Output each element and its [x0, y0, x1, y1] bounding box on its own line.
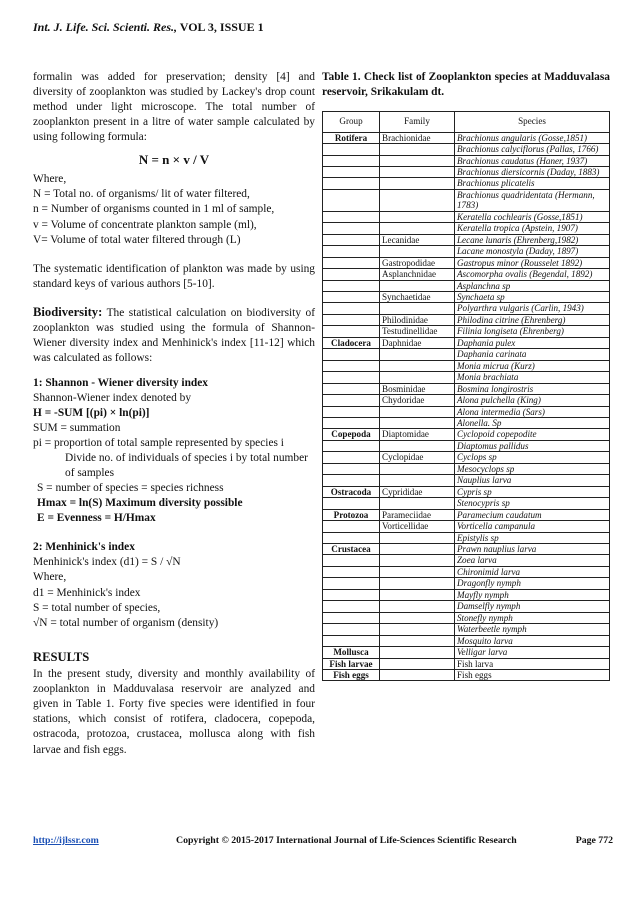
table-row	[323, 452, 610, 463]
group-cell	[323, 178, 380, 189]
group-cell	[323, 589, 380, 600]
group-cell	[323, 475, 380, 486]
table-row	[323, 349, 610, 360]
table-row	[323, 475, 610, 486]
species-cell: Brachionus calyciflorus (Pallas, 1766)	[455, 144, 610, 155]
species-cell: Paramecium caudatum	[455, 509, 610, 520]
family-cell	[380, 647, 455, 658]
family-cell	[380, 566, 455, 577]
table-row	[323, 326, 610, 337]
group-cell	[323, 498, 380, 509]
right-column	[322, 70, 610, 681]
family-cell	[380, 178, 455, 189]
group-cell	[323, 144, 380, 155]
table-row	[323, 486, 610, 497]
family-cell	[380, 669, 455, 680]
group-cell	[323, 624, 380, 635]
shannon-line: S = number of species = species richness	[37, 482, 224, 495]
table-row	[323, 498, 610, 509]
table-row	[323, 532, 610, 543]
family-cell	[380, 303, 455, 314]
table-row	[323, 555, 610, 566]
table-row	[323, 635, 610, 646]
species-cell: Keratella cochlearis (Gosse,1851)	[455, 211, 610, 222]
group-cell	[323, 269, 380, 280]
group-cell	[323, 521, 380, 532]
species-cell: Filinia longiseta (Ehrenberg)	[455, 326, 610, 337]
table-row	[323, 292, 610, 303]
results-heading: RESULTS	[33, 649, 90, 664]
species-cell: Fish larva	[455, 658, 610, 669]
family-cell: Brachionidae	[380, 132, 455, 143]
group-cell	[323, 635, 380, 646]
family-cell	[380, 463, 455, 474]
shannon-line: Hmax = ln(S) Maximum diversity possible	[37, 497, 243, 510]
table-row	[323, 167, 610, 178]
journal-link[interactable]: http://ijlssr.com	[33, 835, 99, 846]
species-cell: Polyarthra vulgaris (Carlin, 1943)	[455, 303, 610, 314]
family-cell: Parameciidae	[380, 509, 455, 520]
group-cell	[323, 406, 380, 417]
species-cell: Asplanchna sp	[455, 280, 610, 291]
table-row	[323, 269, 610, 280]
species-cell: Bosmina longirostris	[455, 383, 610, 394]
family-cell	[380, 406, 455, 417]
group-cell	[323, 280, 380, 291]
group-cell	[323, 155, 380, 166]
column-header: Group	[323, 111, 380, 132]
group-cell	[323, 463, 380, 474]
family-cell: Synchaetidae	[380, 292, 455, 303]
shannon-line: pi = proportion of total sample represented by species i	[33, 437, 284, 450]
table-row	[323, 280, 610, 291]
group-cell	[323, 292, 380, 303]
definition-item: n = Number of organisms counted in 1 ml of sample,	[33, 203, 275, 216]
family-cell	[380, 246, 455, 257]
biodiversity-text: The statistical calculation on biodiversity of zooplankton was studied using the formula of Shannon- Wiener diversity index and Menhinick's index [11-12] which was calculated as follows:	[33, 306, 315, 364]
table-row	[323, 440, 610, 451]
shannon-heading: 1: Shannon - Wiener diversity index	[33, 376, 209, 389]
group-cell	[323, 532, 380, 543]
species-cell: Waterbeetle nymph	[455, 624, 610, 635]
species-cell: Mayfly nymph	[455, 589, 610, 600]
family-cell: Daphnidae	[380, 337, 455, 348]
family-cell	[380, 555, 455, 566]
group-cell	[323, 257, 380, 268]
family-cell: Gastropodidae	[380, 257, 455, 268]
table-row	[323, 223, 610, 234]
density-formula: N = n × v / V	[138, 152, 210, 168]
group-cell	[323, 167, 380, 178]
menhinick-block	[33, 555, 315, 630]
table-caption: Table 1. Check list of Zooplankton species at Madduvalasa reservoir, Srikakulam dt.	[322, 71, 610, 98]
species-cell: Brachionus angularis (Gosse,1851)	[455, 132, 610, 143]
family-cell	[380, 223, 455, 234]
family-cell	[380, 589, 455, 600]
table-row	[323, 303, 610, 314]
table-row	[323, 589, 610, 600]
shannon-line: E = Evenness = H/Hmax	[37, 512, 156, 525]
group-cell	[323, 303, 380, 314]
species-cell: Alonella. Sp	[455, 417, 610, 428]
table-row	[323, 257, 610, 268]
species-cell: Alona intermedia (Sars)	[455, 406, 610, 417]
group-cell	[323, 566, 380, 577]
family-cell	[380, 360, 455, 371]
family-cell	[380, 349, 455, 360]
family-cell: Chydoridae	[380, 395, 455, 406]
group-cell: Ostracoda	[323, 486, 380, 497]
species-cell: Velligar larva	[455, 647, 610, 658]
table-row	[323, 658, 610, 669]
table-row	[323, 463, 610, 474]
table-row	[323, 132, 610, 143]
definition-item: V= Volume of total water filtered through (L)	[33, 233, 241, 246]
species-cell: Stenocypris sp	[455, 498, 610, 509]
table-row	[323, 566, 610, 577]
table-row	[323, 211, 610, 222]
shannon-line: SUM = summation	[33, 422, 121, 435]
species-cell: Prawn nauplius larva	[455, 543, 610, 554]
running-header	[33, 20, 264, 35]
group-cell	[323, 326, 380, 337]
family-cell: Philodinidae	[380, 314, 455, 325]
definition-list	[33, 187, 315, 247]
species-cell: Cypris sp	[455, 486, 610, 497]
table-row	[323, 578, 610, 589]
table-row	[323, 234, 610, 245]
zooplankton-table	[322, 111, 610, 682]
species-cell: Brachionus diersicornis (Daday, 1883)	[455, 167, 610, 178]
copyright-text: Copyright © 2015-2017 International Journal of Life-Sciences Scientific Research	[176, 835, 517, 846]
species-cell: Mesocyclops sp	[455, 463, 610, 474]
shannon-formula: H = -SUM [(pi) × ln(pi)]	[33, 407, 150, 419]
group-cell: Cladocera	[323, 337, 380, 348]
family-cell: Cyprididae	[380, 486, 455, 497]
table-row	[323, 155, 610, 166]
table-row	[323, 314, 610, 325]
family-cell	[380, 475, 455, 486]
species-cell: Philodina citrine (Ehrenberg)	[455, 314, 610, 325]
table-row	[323, 624, 610, 635]
species-cell: Daphania pulex	[455, 337, 610, 348]
group-cell: Fish eggs	[323, 669, 380, 680]
group-cell: Crustacea	[323, 543, 380, 554]
table-body	[323, 132, 610, 681]
menhinick-line: √N = total number of organism (density)	[33, 616, 219, 629]
group-cell: Fish larvae	[323, 658, 380, 669]
biodiversity-heading: Biodiversity:	[33, 304, 103, 319]
family-cell	[380, 155, 455, 166]
species-cell: Monia brachiata	[455, 372, 610, 383]
group-cell	[323, 189, 380, 211]
family-cell	[380, 543, 455, 554]
family-cell: Diaptomidae	[380, 429, 455, 440]
group-cell: Rotifera	[323, 132, 380, 143]
identification-paragraph: The systematic identification of plankton was made by using standard keys of various authors [5-10].	[33, 262, 315, 290]
species-cell: Cyclopoid copepodite	[455, 429, 610, 440]
species-cell: Mosquito larva	[455, 635, 610, 646]
shannon-block	[33, 391, 315, 526]
species-cell: Epistylis sp	[455, 532, 610, 543]
table-row	[323, 189, 610, 211]
shannon-line: of samples	[65, 467, 115, 480]
family-cell	[380, 601, 455, 612]
table-row	[323, 669, 610, 680]
group-cell	[323, 246, 380, 257]
menhinick-line: S = total number of species,	[33, 601, 161, 614]
group-cell	[323, 383, 380, 394]
family-cell	[380, 211, 455, 222]
results-paragraph: In the present study, diversity and monthly availability of zooplankton in Madduvalasa reservoir are analyzed and given in Table 1. Forty five species were identified in four stations, which consist of rotifera, cladocera, copepoda, ostracoda, protozoa, crustacea, mollusca along with fish larvae and fish eggs.	[33, 668, 315, 756]
table-row	[323, 372, 610, 383]
species-cell: Damselfly nymph	[455, 601, 610, 612]
journal-name: Int. J. Life. Sci. Scienti. Res.,	[33, 20, 177, 34]
species-cell: Lecane lunaris (Ehrenberg,1982)	[455, 234, 610, 245]
family-cell	[380, 167, 455, 178]
species-cell: Diaptomus pallidus	[455, 440, 610, 451]
table-row	[323, 383, 610, 394]
species-cell: Keratella tropica (Apstein, 1907)	[455, 223, 610, 234]
species-cell: Daphania carinata	[455, 349, 610, 360]
table-row	[323, 406, 610, 417]
table-header-row	[323, 111, 610, 132]
family-cell: Testudinellidae	[380, 326, 455, 337]
table-row	[323, 246, 610, 257]
group-cell	[323, 395, 380, 406]
shannon-line: Divide no. of individuals of species i by total number	[65, 452, 308, 465]
menhinick-formula: Menhinick's index (d1) = S / √N	[33, 556, 181, 569]
species-cell: Zoea larva	[455, 555, 610, 566]
family-cell: Bosminidae	[380, 383, 455, 394]
group-cell	[323, 349, 380, 360]
family-cell: Cyclopidae	[380, 452, 455, 463]
family-cell	[380, 578, 455, 589]
group-cell	[323, 578, 380, 589]
group-cell	[323, 314, 380, 325]
family-cell	[380, 612, 455, 623]
group-cell	[323, 452, 380, 463]
table-row	[323, 417, 610, 428]
family-cell	[380, 624, 455, 635]
definition-item: v = Volume of concentrate plankton sample (ml),	[33, 218, 257, 231]
column-header: Species	[455, 111, 610, 132]
family-cell	[380, 658, 455, 669]
family-cell	[380, 440, 455, 451]
left-column	[33, 70, 315, 764]
table-row	[323, 178, 610, 189]
species-cell: Brachionus caudatus (Haner, 1937)	[455, 155, 610, 166]
group-cell	[323, 223, 380, 234]
group-cell	[323, 234, 380, 245]
table-row	[323, 521, 610, 532]
table-row	[323, 360, 610, 371]
species-cell: Dragonfly nymph	[455, 578, 610, 589]
group-cell	[323, 440, 380, 451]
menhinick-heading: 2: Menhinick's index	[33, 541, 135, 554]
table-row	[323, 144, 610, 155]
family-cell: Vorticellidae	[380, 521, 455, 532]
shannon-line: Shannon-Wiener index denoted by	[33, 391, 192, 404]
group-cell: Protozoa	[323, 509, 380, 520]
table-row	[323, 395, 610, 406]
group-cell: Mollusca	[323, 647, 380, 658]
menhinick-line: d1 = Menhinick's index	[33, 586, 141, 599]
family-cell	[380, 280, 455, 291]
family-cell: Lecanidae	[380, 234, 455, 245]
family-cell	[380, 635, 455, 646]
species-cell: Ascomorpha ovalis (Begendal, 1892)	[455, 269, 610, 280]
menhinick-line: Where,	[33, 571, 67, 584]
group-cell	[323, 555, 380, 566]
species-cell: Synchaeta sp	[455, 292, 610, 303]
species-cell: Brachionus quadridentata (Hermann, 1783)	[455, 189, 610, 211]
group-cell: Copepoda	[323, 429, 380, 440]
family-cell	[380, 144, 455, 155]
table-row	[323, 543, 610, 554]
where-label: Where,	[33, 173, 67, 186]
family-cell	[380, 498, 455, 509]
family-cell	[380, 372, 455, 383]
group-cell	[323, 360, 380, 371]
group-cell	[323, 372, 380, 383]
species-cell: Cyclops sp	[455, 452, 610, 463]
species-cell: Chironimid larva	[455, 566, 610, 577]
table-row	[323, 612, 610, 623]
methods-paragraph: formalin was added for preservation; density [4] and diversity of zooplankton was studied by Lackey's drop count method under light microscope. The total number of zooplankton present in a litre of water sample calculated by using following formula:	[33, 71, 315, 144]
column-header: Family	[380, 111, 455, 132]
species-cell: Monia micrua (Kurz)	[455, 360, 610, 371]
volume-issue: VOL 3, ISSUE 1	[179, 20, 264, 34]
species-cell: Fish eggs	[455, 669, 610, 680]
group-cell	[323, 612, 380, 623]
family-cell	[380, 532, 455, 543]
biodiversity-paragraph	[33, 304, 315, 366]
species-cell: Vorticella campanula	[455, 521, 610, 532]
page-number: Page 772	[575, 835, 613, 846]
table-row	[323, 601, 610, 612]
group-cell	[323, 211, 380, 222]
family-cell	[380, 417, 455, 428]
table-row	[323, 429, 610, 440]
species-cell: Brachionus plicatelis	[455, 178, 610, 189]
species-cell: Nauplius larva	[455, 475, 610, 486]
species-cell: Gastropus minor (Rousselet 1892)	[455, 257, 610, 268]
table-row	[323, 337, 610, 348]
species-cell: Stonefly nymph	[455, 612, 610, 623]
table-row	[323, 509, 610, 520]
family-cell: Asplanchnidae	[380, 269, 455, 280]
species-cell: Lacane monostyla (Daday, 1897)	[455, 246, 610, 257]
species-cell: Alona pulchella (King)	[455, 395, 610, 406]
table-row	[323, 647, 610, 658]
definition-item: N = Total no. of organisms/ lit of water filtered,	[33, 188, 250, 201]
group-cell	[323, 417, 380, 428]
group-cell	[323, 601, 380, 612]
family-cell	[380, 189, 455, 211]
